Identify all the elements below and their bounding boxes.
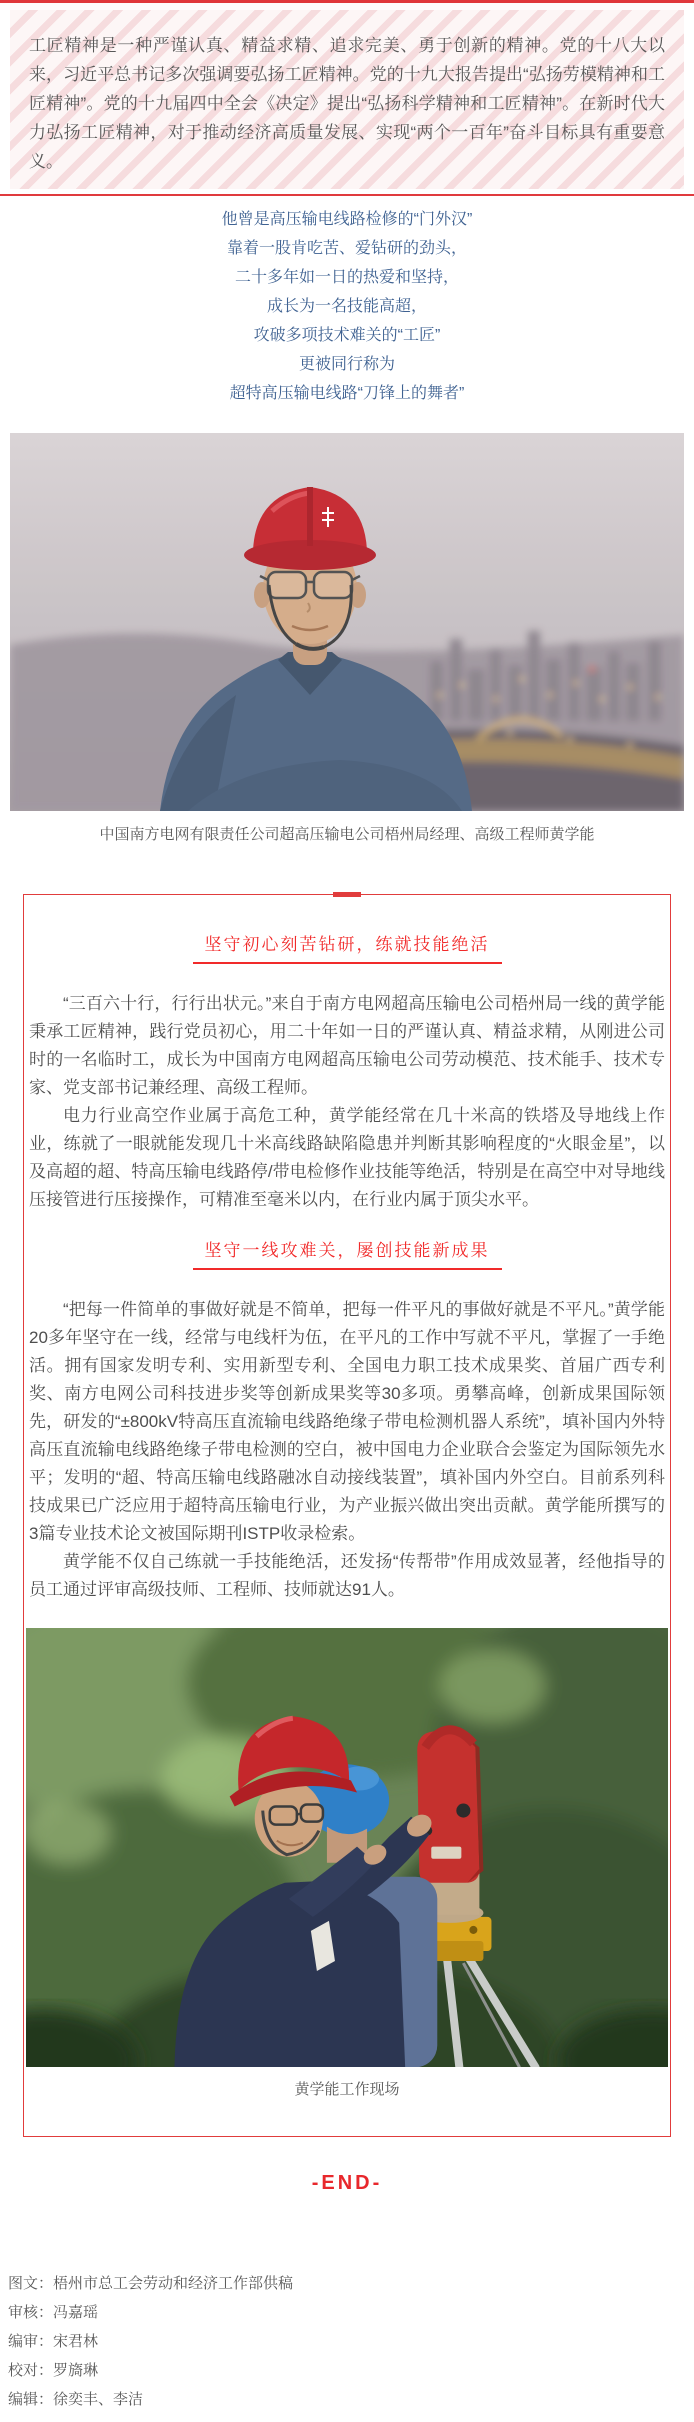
- photo-caption: 中国南方电网有限责任公司超高压输电公司梧州局经理、高级工程师黄学能: [99, 826, 595, 843]
- worksite-photo[interactable]: [26, 1628, 668, 2067]
- section-divider-rule: [0, 194, 694, 196]
- body-paragraph: 电力行业高空作业属于高危工种，黄学能经常在几十米高的铁塔及导地线上作业，练就了一眼就能发现几十米高线路缺陷隐患并判断其影响程度的“火眼金星”，以及高超的超、特高压输电线路停/带电检修作业技能等绝活，特别是在高空中对导地线压接管进行压接操作，可精准至毫米以内，在行业内属于顶尖水平。: [29, 1106, 665, 1209]
- end-marker: -END-: [311, 2172, 383, 2195]
- credit-line: 图文：梧州市总工会劳动和经济工作部供稿: [8, 2275, 294, 2293]
- intro-highlight-block: [10, 10, 684, 189]
- box-top-tab: [333, 892, 361, 897]
- section-title-text: 坚守一线攻难关，屡创技能新成果: [193, 1236, 502, 1270]
- poem-block: [0, 205, 694, 408]
- body-paragraph: “把每一件简单的事做好就是不简单，把每一件平凡的事做好就是不平凡。”黄学能20多年坚守在一线，经常与电线杆为伍，在平凡的工作中写就不平凡，掌握了一手绝活。拥有国家发明专利、实用新型专利、全国电力职工技术成果奖、首届广西专利奖、南方电网公司科技进步奖等创新成果奖等30多项。勇攀高峰，创新成果国际领先，研发的“±800kV特高压直流输电线路绝缘子带电检测机器人系统”，填补国内外特高压直流输电线路绝缘子带电检测的空白，被中国电力企业联合会鉴定为国际领先水平；发明的“超、特高压输电线路融冰自动接线装置”，填补国内外空白。目前系列科技成果已广泛应用于超特高压输电行业，为产业振兴做出突出贡献。黄学能所撰写的3篇专业技术论文被国际期刊ISTP收录检索。: [29, 1300, 665, 1543]
- credit-line: 审核：冯嘉瑶: [8, 2304, 99, 2322]
- poem-line: 成长为一名技能高超，: [266, 298, 427, 315]
- intro-text: 工匠精神是一种严谨认真、精益求精、追求完美、勇于创新的精神。党的十八大以来，习近平总书记多次强调要弘扬工匠精神。党的十九大报告提出“弘扬劳模精神和工匠精神”。党的十九届四中全会《决定》提出“弘扬科学精神和工匠精神”。在新时代大力弘扬工匠精神，对于推动经济高质量发展、实现“两个一百年”奋斗目标具有重要意义。: [29, 36, 665, 171]
- photo-caption: 黄学能工作现场: [294, 2081, 400, 2099]
- poem-line: 他曾是高压输电线路检修的“门外汉”: [221, 211, 473, 228]
- poem-line: 超特高压输电线路“刀锋上的舞者”: [229, 385, 465, 402]
- poem-line: 更被同行称为: [298, 356, 395, 373]
- section-title-text: 坚守初心刻苦钻研，练就技能绝活: [193, 930, 502, 964]
- poem-line: 靠着一股肯吃苦、爱钻研的劲头，: [226, 240, 467, 257]
- feature-box: [23, 894, 671, 2137]
- credit-line: 编辑：徐奕丰、李洁: [8, 2391, 144, 2409]
- credit-line: 校对：罗旖琳: [8, 2362, 99, 2380]
- section-title-1: [29, 930, 665, 964]
- body-paragraph: “三百六十行，行行出状元。”来自于南方电网超高压输电公司梧州局一线的黄学能秉承工匠精神，践行党员初心，用二十年如一日的严谨认真、精益求精，从刚进公司时的一名临时工，成长为中国南方电网超高压输电公司劳动模范、技术能手、技术专家、党支部书记兼经理、高级工程师。: [29, 994, 665, 1097]
- section-title-2: [29, 1236, 665, 1270]
- portrait-photo[interactable]: [10, 433, 684, 811]
- worksite-photo-illustration: [26, 1628, 668, 2067]
- poem-line: 攻破多项技术难关的“工匠”: [253, 327, 441, 344]
- portrait-photo-illustration: [10, 433, 684, 811]
- credits-block: [8, 2269, 694, 2414]
- top-accent-bar: [0, 0, 694, 3]
- credit-line: 编审：宋君林: [8, 2333, 99, 2351]
- body-paragraph: 黄学能不仅自己练就一手技能绝活，还发扬“传帮带”作用成效显著，经他指导的员工通过评审高级技师、工程师、技师就达91人。: [29, 1552, 665, 1599]
- poem-line: 二十多年如一日的热爱和坚持，: [234, 269, 459, 286]
